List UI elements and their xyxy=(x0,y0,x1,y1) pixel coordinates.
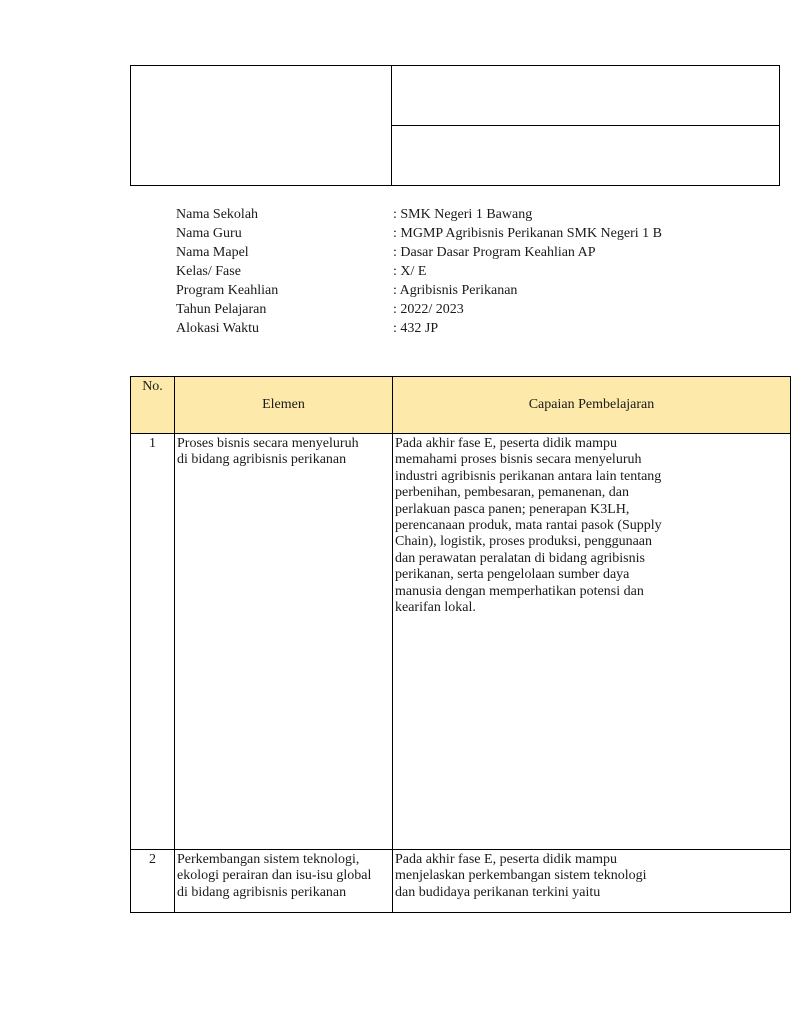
row-capaian xyxy=(393,850,791,913)
text-line: Pada akhir fase E, peserta didik mampu xyxy=(395,852,617,867)
info-label: Kelas/ Fase xyxy=(176,264,241,279)
text-line: perlakuan pasca panen; penerapan K3LH, xyxy=(395,501,630,517)
header-subtitle-cell xyxy=(392,126,779,185)
text-line: di bidang agribisnis perikanan xyxy=(177,452,347,468)
info-label: Alokasi Waktu xyxy=(176,321,259,336)
capaian-table xyxy=(130,376,791,913)
table-header-row xyxy=(131,377,791,434)
info-value: : MGMP Agribisnis Perikanan SMK Negeri 1 B xyxy=(393,226,662,241)
header-logo-cell xyxy=(131,66,392,185)
row-capaian xyxy=(393,434,791,850)
info-value: : X/ E xyxy=(393,264,427,279)
text-line: Chain), logistik, proses produksi, penggunaan xyxy=(395,534,653,550)
text-line: memahami proses bisnis secara menyeluruh xyxy=(395,452,642,468)
table-row xyxy=(131,850,791,913)
header-box xyxy=(130,65,780,186)
info-value: : Dasar Dasar Program Keahlian AP xyxy=(393,245,596,260)
row-elemen xyxy=(175,434,393,850)
text-line: perencanaan produk, mata rantai pasok (Supply xyxy=(395,518,662,534)
info-label: Tahun Pelajaran xyxy=(176,302,267,317)
row-number: 2 xyxy=(131,850,175,913)
info-value: : SMK Negeri 1 Bawang xyxy=(393,207,533,222)
text-line: menjelaskan perkembangan sistem teknologi xyxy=(395,868,647,884)
row-elemen xyxy=(175,850,393,913)
clipped-text xyxy=(395,852,788,900)
info-value: : 2022/ 2023 xyxy=(393,302,464,317)
header-elemen: Elemen xyxy=(175,377,393,434)
text-line: perikanan, serta pengelolaan sumber daya xyxy=(395,567,630,583)
text-line: Pada akhir fase E, peserta didik mampu xyxy=(395,436,617,451)
text-line: dan perawatan peralatan di bidang agribisnis xyxy=(395,550,645,566)
header-capaian: Capaian Pembelajaran xyxy=(393,377,791,434)
table-row xyxy=(131,434,791,850)
info-value: : Agribisnis Perikanan xyxy=(393,283,518,298)
text-line: Perkembangan sistem teknologi, xyxy=(177,852,360,867)
header-title-cell xyxy=(392,66,779,126)
info-value: : 432 JP xyxy=(393,321,439,336)
text-line: perbenihan, pembesaran, pemanenan, dan xyxy=(395,485,630,501)
text-line: manusia dengan memperhatikan potensi dan xyxy=(395,583,644,599)
text-line: di bidang agribisnis perikanan xyxy=(177,884,347,900)
info-label: Nama Guru xyxy=(176,226,242,241)
info-label: Program Keahlian xyxy=(176,283,279,298)
clipped-text xyxy=(177,852,390,900)
text-line: dan budidaya perikanan terkini yaitu xyxy=(395,884,601,900)
header-no: No. xyxy=(131,377,175,434)
info-label: Nama Mapel xyxy=(176,245,249,260)
info-label: Nama Sekolah xyxy=(176,207,259,222)
text-line: ekologi perairan dan isu-isu global xyxy=(177,868,372,884)
text-line: Proses bisnis secara menyeluruh xyxy=(177,436,359,451)
text-line: kearifan lokal. xyxy=(395,600,476,616)
text-line: industri agribisnis perikanan antara lain tentang xyxy=(395,468,662,484)
row-number: 1 xyxy=(131,434,175,850)
